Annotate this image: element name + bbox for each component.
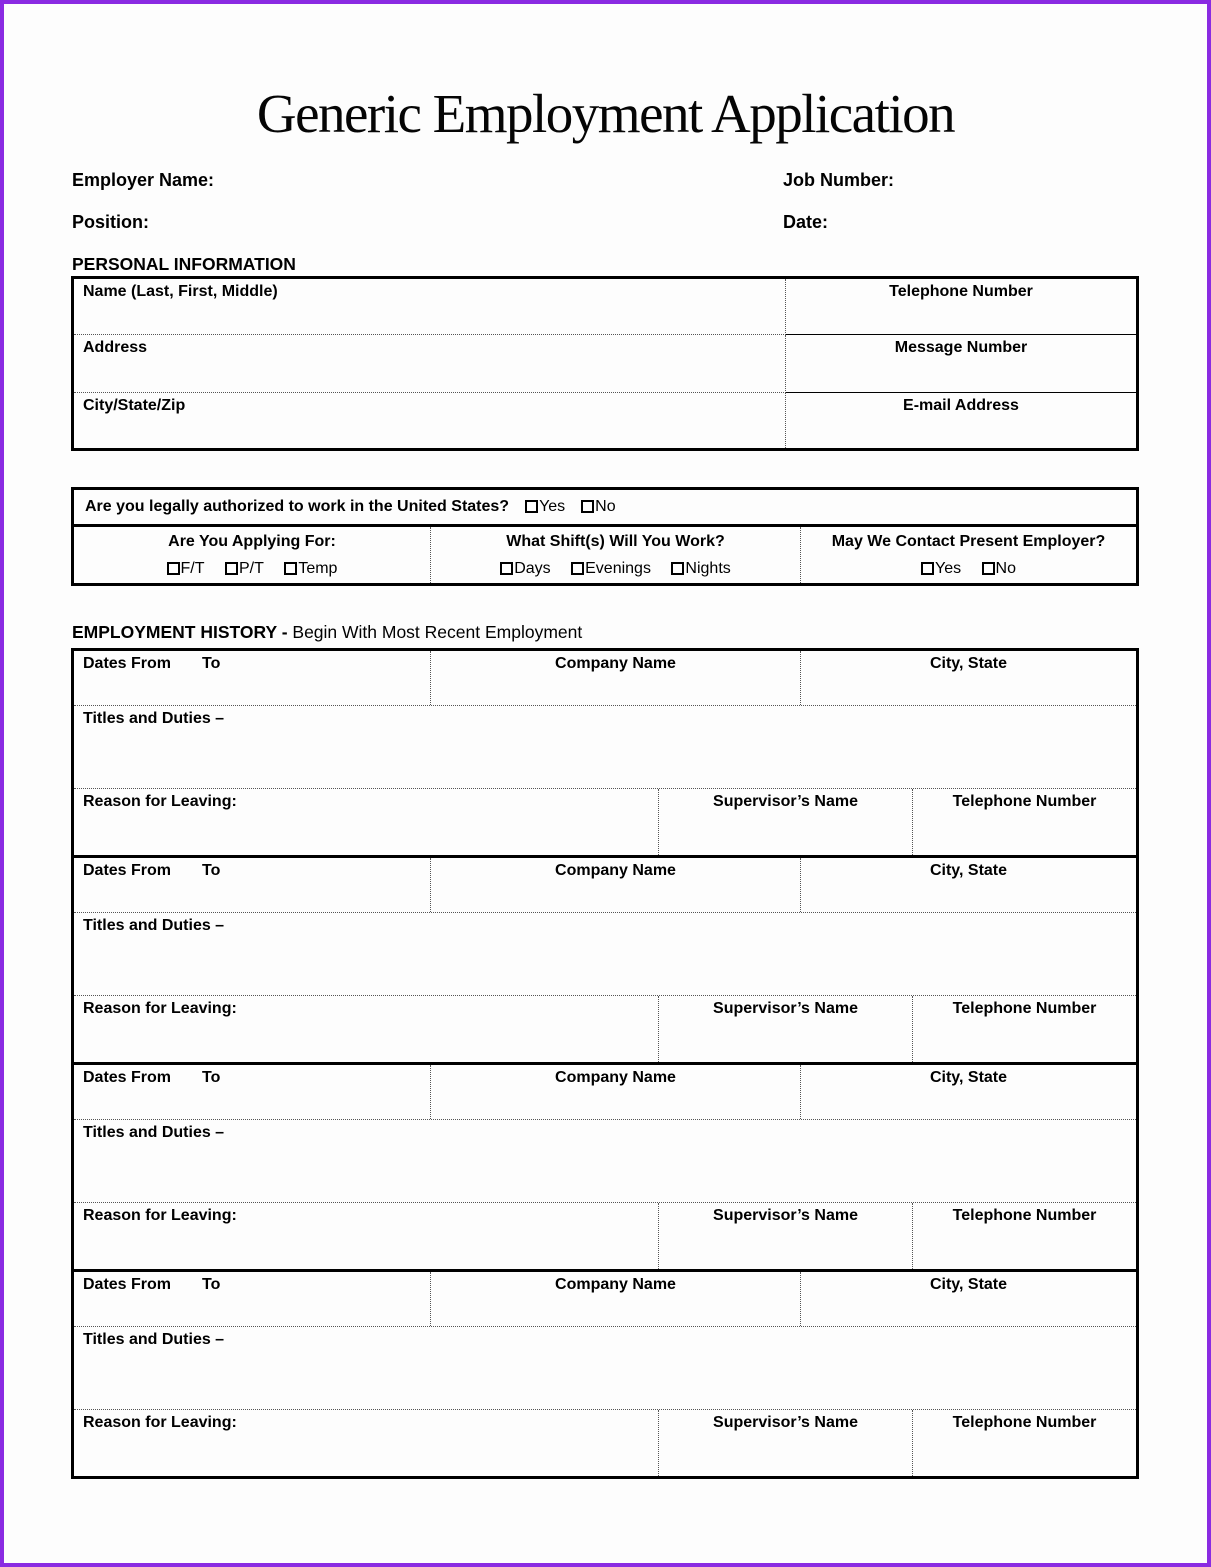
telephone-field-cell[interactable] bbox=[786, 279, 1136, 335]
name-field-cell[interactable] bbox=[74, 279, 786, 335]
dates-from-label: Dates From bbox=[83, 1276, 172, 1293]
supervisor-cell[interactable] bbox=[659, 1203, 913, 1269]
telephone-cell[interactable] bbox=[913, 996, 1136, 1062]
dates-cell[interactable] bbox=[74, 1065, 431, 1119]
supervisor-cell[interactable] bbox=[659, 1410, 913, 1476]
pt-checkbox-icon[interactable] bbox=[225, 562, 238, 575]
to-label: To bbox=[202, 862, 221, 879]
city-state-cell[interactable] bbox=[801, 1065, 1136, 1119]
contact-employer-header: May We Contact Present Employer? bbox=[831, 533, 1106, 550]
telephone-label: Telephone Number bbox=[952, 1414, 1097, 1431]
table-row bbox=[74, 789, 1136, 855]
contact-no-label: No bbox=[995, 560, 1016, 577]
evenings-label: Evenings bbox=[585, 560, 651, 577]
authorized-no-checkbox-icon[interactable] bbox=[581, 500, 594, 513]
reason-cell[interactable] bbox=[74, 996, 659, 1062]
employment-history-heading bbox=[72, 622, 582, 643]
applying-for-column bbox=[74, 527, 431, 583]
nights-label: Nights bbox=[685, 560, 731, 577]
work-authorization-question: Are you legally authorized to work in the United States? bbox=[85, 498, 510, 515]
employer-name-label: Employer Name: bbox=[72, 170, 215, 190]
table-row bbox=[74, 393, 1136, 448]
titles-duties-cell[interactable] bbox=[74, 1120, 1136, 1203]
reason-label: Reason for Leaving: bbox=[83, 1414, 237, 1431]
city-state-cell[interactable] bbox=[801, 651, 1136, 705]
shifts-column bbox=[431, 527, 801, 583]
nights-checkbox-icon[interactable] bbox=[671, 562, 684, 575]
work-authorization-columns bbox=[74, 527, 1136, 583]
days-label: Days bbox=[514, 560, 551, 577]
authorized-yes-label: Yes bbox=[539, 498, 566, 515]
to-label: To bbox=[202, 655, 221, 672]
city-state-label: City, State bbox=[929, 655, 1008, 672]
table-row bbox=[74, 651, 1136, 706]
titles-duties-label: Titles and Duties – bbox=[83, 917, 225, 934]
contact-yes-label: Yes bbox=[934, 560, 962, 577]
days-option bbox=[500, 560, 550, 577]
table-row bbox=[74, 858, 1136, 913]
supervisor-label: Supervisor’s Name bbox=[713, 1000, 858, 1017]
supervisor-label: Supervisor’s Name bbox=[713, 793, 858, 810]
evenings-option bbox=[571, 560, 651, 577]
authorized-yes-checkbox-icon[interactable] bbox=[525, 500, 538, 513]
ft-checkbox-icon[interactable] bbox=[167, 562, 180, 575]
city-state-label: City, State bbox=[929, 1276, 1008, 1293]
address-field-label: Address bbox=[83, 339, 148, 356]
personal-information-heading: PERSONAL INFORMATION bbox=[72, 254, 296, 274]
table-row bbox=[74, 279, 1136, 335]
supervisor-label: Supervisor’s Name bbox=[713, 1414, 858, 1431]
email-field-cell[interactable] bbox=[786, 393, 1136, 448]
email-field-label: E-mail Address bbox=[903, 397, 1019, 414]
message-number-field-label: Message Number bbox=[894, 339, 1028, 356]
titles-duties-label: Titles and Duties – bbox=[83, 1331, 225, 1348]
reason-label: Reason for Leaving: bbox=[83, 1000, 237, 1017]
city-state-zip-field-label: City/State/Zip bbox=[83, 397, 186, 414]
dates-from-label: Dates From bbox=[83, 862, 172, 879]
telephone-label: Telephone Number bbox=[952, 1207, 1097, 1224]
titles-duties-label: Titles and Duties – bbox=[83, 1124, 225, 1141]
ft-option bbox=[167, 560, 205, 577]
name-field-label: Name (Last, First, Middle) bbox=[83, 283, 278, 300]
company-cell[interactable] bbox=[431, 1272, 801, 1326]
job-number-label: Job Number: bbox=[783, 170, 895, 190]
supervisor-cell[interactable] bbox=[659, 789, 913, 855]
supervisor-label: Supervisor’s Name bbox=[713, 1207, 858, 1224]
telephone-cell[interactable] bbox=[913, 1410, 1136, 1476]
reason-label: Reason for Leaving: bbox=[83, 1207, 237, 1224]
company-cell[interactable] bbox=[431, 651, 801, 705]
table-row bbox=[74, 1410, 1136, 1476]
company-label: Company Name bbox=[555, 1069, 676, 1086]
employment-history-table bbox=[71, 648, 1139, 1479]
table-row bbox=[74, 1272, 1136, 1327]
company-label: Company Name bbox=[555, 1276, 676, 1293]
pt-option bbox=[225, 560, 264, 577]
telephone-label: Telephone Number bbox=[952, 1000, 1097, 1017]
employment-history-heading-bold: EMPLOYMENT HISTORY - bbox=[72, 622, 288, 642]
date-label: Date: bbox=[783, 212, 829, 232]
shifts-header: What Shift(s) Will You Work? bbox=[506, 533, 725, 550]
table-row bbox=[74, 996, 1136, 1062]
personal-information-table bbox=[71, 276, 1139, 451]
titles-duties-cell[interactable] bbox=[74, 1327, 1136, 1410]
telephone-cell[interactable] bbox=[913, 1203, 1136, 1269]
company-cell[interactable] bbox=[431, 858, 801, 912]
dates-from-label: Dates From bbox=[83, 1069, 172, 1086]
company-label: Company Name bbox=[555, 862, 676, 879]
message-number-field-cell[interactable] bbox=[786, 335, 1136, 393]
reason-label: Reason for Leaving: bbox=[83, 793, 237, 810]
company-label: Company Name bbox=[555, 655, 676, 672]
reason-cell[interactable] bbox=[74, 1203, 659, 1269]
employment-block-4 bbox=[74, 1272, 1136, 1476]
page-title: Generic Employment Application bbox=[256, 83, 955, 144]
temp-label: Temp bbox=[298, 560, 338, 577]
reason-cell[interactable] bbox=[74, 789, 659, 855]
authorized-yes-option bbox=[525, 498, 565, 516]
address-field-cell[interactable] bbox=[74, 335, 786, 393]
contact-employer-column bbox=[801, 527, 1136, 583]
contact-yes-checkbox-icon[interactable] bbox=[921, 562, 934, 575]
company-cell[interactable] bbox=[431, 1065, 801, 1119]
applying-for-header: Are You Applying For: bbox=[168, 533, 336, 550]
city-state-zip-field-cell[interactable] bbox=[74, 393, 786, 448]
employment-block-2 bbox=[74, 858, 1136, 1065]
telephone-field-label: Telephone Number bbox=[889, 283, 1033, 300]
city-state-cell[interactable] bbox=[801, 858, 1136, 912]
titles-duties-label: Titles and Duties – bbox=[83, 710, 225, 727]
telephone-label: Telephone Number bbox=[952, 793, 1097, 810]
table-row bbox=[74, 1203, 1136, 1269]
ft-label: F/T bbox=[180, 560, 205, 577]
temp-option bbox=[284, 560, 337, 577]
titles-duties-cell[interactable] bbox=[74, 913, 1136, 996]
contact-no-checkbox-icon[interactable] bbox=[982, 562, 995, 575]
pt-label: P/T bbox=[238, 560, 264, 577]
authorized-no-label: No bbox=[595, 498, 616, 515]
dates-cell[interactable] bbox=[74, 858, 431, 912]
nights-option bbox=[671, 560, 730, 577]
contact-no-option bbox=[982, 560, 1016, 577]
city-state-label: City, State bbox=[929, 1069, 1008, 1086]
work-authorization-question-row bbox=[74, 490, 1136, 527]
dates-from-label: Dates From bbox=[83, 655, 172, 672]
employment-block-1 bbox=[74, 651, 1136, 858]
days-checkbox-icon[interactable] bbox=[500, 562, 513, 575]
employment-block-3 bbox=[74, 1065, 1136, 1272]
contact-yes-option bbox=[921, 560, 961, 577]
dates-cell[interactable] bbox=[74, 1272, 431, 1326]
work-authorization-table bbox=[71, 487, 1139, 586]
telephone-cell[interactable] bbox=[913, 789, 1136, 855]
table-row bbox=[74, 335, 1136, 393]
authorized-no-option bbox=[581, 498, 615, 516]
position-label: Position: bbox=[72, 212, 149, 232]
evenings-checkbox-icon[interactable] bbox=[571, 562, 584, 575]
city-state-cell[interactable] bbox=[801, 1272, 1136, 1326]
reason-cell[interactable] bbox=[74, 1410, 659, 1476]
table-row bbox=[74, 1065, 1136, 1120]
temp-checkbox-icon[interactable] bbox=[284, 562, 297, 575]
titles-duties-cell[interactable] bbox=[74, 706, 1136, 789]
dates-cell[interactable] bbox=[74, 651, 431, 705]
to-label: To bbox=[202, 1069, 221, 1086]
employment-history-heading-subtitle: Begin With Most Recent Employment bbox=[287, 622, 583, 642]
to-label: To bbox=[202, 1276, 221, 1293]
supervisor-cell[interactable] bbox=[659, 996, 913, 1062]
city-state-label: City, State bbox=[929, 862, 1008, 879]
